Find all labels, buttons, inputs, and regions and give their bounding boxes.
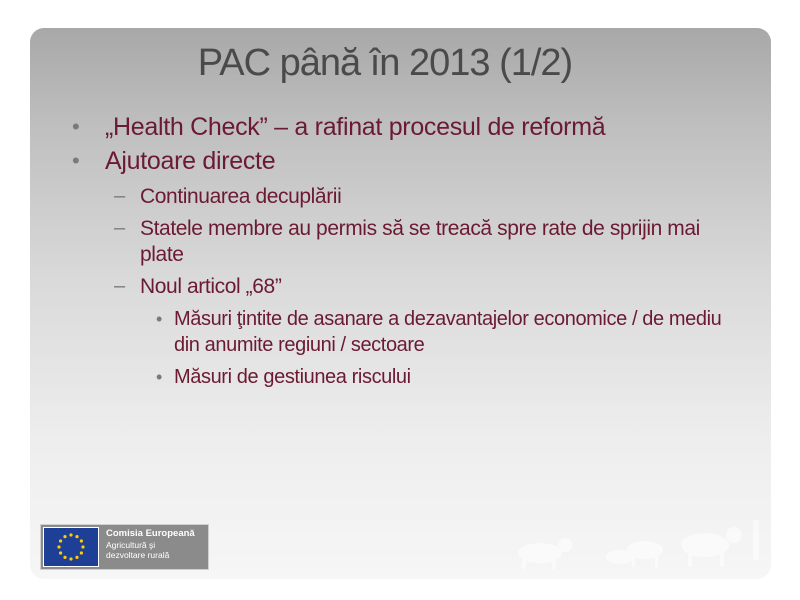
eu-star: [59, 539, 62, 542]
bullet-item-7: [70, 364, 730, 390]
eu-star: [63, 556, 66, 559]
eu-star: [69, 557, 72, 560]
eu-star: [57, 545, 60, 548]
org-name: Comisia Europeană: [106, 528, 195, 539]
bullet-text: Măsuri ţintite de asanare a dezavantajelor economice / de mediu din anumite regiuni / sectoare: [174, 308, 722, 356]
bullet-text: Statele membre au permis să se treacă spre rate de sprijin mai plate: [140, 217, 700, 266]
eu-star: [75, 556, 78, 559]
bullet-item-4: [70, 216, 730, 268]
logo-text: [101, 525, 195, 569]
dash-marker: –: [114, 217, 125, 239]
bullet-item-5: [70, 274, 730, 300]
bullet-text: Noul articol „68”: [140, 275, 282, 298]
farm-silhouette-decoration: [470, 505, 770, 580]
dept-line-2: dezvoltare rurală: [106, 550, 170, 560]
dept-line-1: Agricultură şi: [106, 540, 156, 550]
bullet-text: „Health Check” – a rafinat procesul de reformă: [105, 113, 606, 141]
eu-star: [63, 535, 66, 538]
bullet-marker: •: [156, 367, 162, 387]
slide-title: PAC până în 2013 (1/2): [197, 42, 573, 84]
dash-marker: –: [114, 275, 125, 297]
bullet-item-1: [70, 110, 730, 144]
eu-flag-icon: [43, 527, 99, 567]
dash-marker: –: [114, 185, 125, 207]
bullet-text: Măsuri de gestiunea riscului: [174, 366, 411, 388]
bullet-text: Ajutoare directe: [105, 147, 276, 175]
bullet-marker: •: [72, 148, 80, 173]
bullet-item-3: [70, 184, 730, 210]
bullet-list: [70, 110, 730, 390]
eu-star: [81, 545, 84, 548]
european-commission-logo: [40, 524, 209, 570]
eu-star: [69, 533, 72, 536]
eu-star: [75, 535, 78, 538]
bullet-marker: •: [156, 309, 162, 329]
eu-star: [80, 539, 83, 542]
bullet-item-6: [70, 306, 730, 358]
bullet-marker: •: [72, 114, 80, 139]
bullet-item-2: [70, 144, 730, 178]
eu-star: [59, 551, 62, 554]
bullet-text: Continuarea decuplării: [140, 185, 342, 208]
eu-star: [80, 551, 83, 554]
